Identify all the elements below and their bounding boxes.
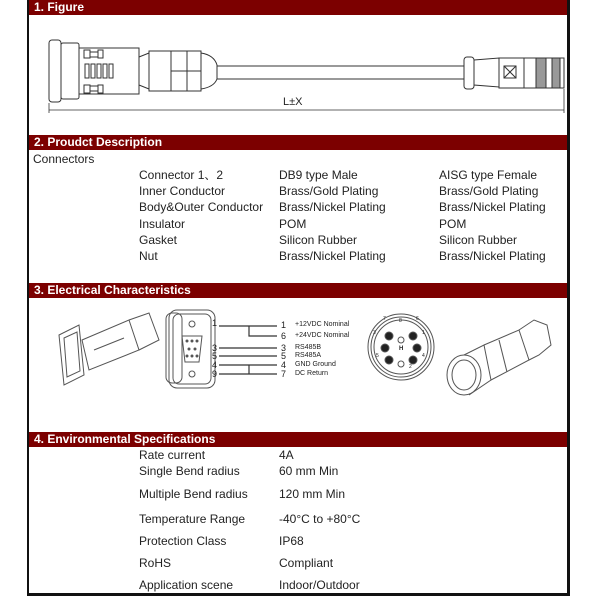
aisg-connector-illustration xyxy=(439,310,559,400)
desc-row-aisg: AISG type Female xyxy=(439,168,538,182)
wire-from-pin: 1 xyxy=(212,318,218,328)
env-row-value: Compliant xyxy=(279,556,334,570)
pin-label: 3 xyxy=(373,330,376,336)
desc-row-label: Body&Outer Conductor xyxy=(139,200,264,214)
desc-row-label: Connector 1、2 xyxy=(139,168,224,182)
desc-row-aisg: Brass/Nickel Plating xyxy=(439,249,546,263)
pin-label: 2 xyxy=(409,364,412,370)
wire-to-pin: 4 xyxy=(281,360,287,370)
wiring-diagram xyxy=(209,318,289,388)
wire-signal: +12VDC Nominal xyxy=(295,321,350,328)
section-header-description: 2. Proudct Description xyxy=(29,135,567,150)
desc-row-db9: Brass/Nickel Plating xyxy=(279,249,386,263)
wire-to-pin: 5 xyxy=(281,351,287,361)
wire-signal: RS485A xyxy=(295,352,322,359)
env-row-label: Single Bend radius xyxy=(139,464,240,478)
wire-signal: GND Ground xyxy=(295,361,336,368)
pin-label: 8 xyxy=(399,318,402,324)
env-row-value: Indoor/Outdoor xyxy=(279,578,360,592)
desc-row-label: Gasket xyxy=(139,233,178,247)
wire-signal: +24VDC Nominal xyxy=(295,332,350,339)
desc-row-db9: Brass/Nickel Plating xyxy=(279,200,386,214)
section-header-figure: 1. Figure xyxy=(29,0,567,15)
env-row-label: Rate current xyxy=(139,448,206,462)
wire-to-pin: 6 xyxy=(281,331,287,341)
desc-row-aisg: Brass/Nickel Plating xyxy=(439,200,546,214)
pin-label: 5 xyxy=(376,353,379,359)
desc-row-db9: Silicon Rubber xyxy=(279,233,358,247)
env-row-value: 4A xyxy=(279,448,294,462)
cable-drawing xyxy=(29,15,567,135)
pin-label: 7 xyxy=(383,316,386,322)
wire-to-pin: 3 xyxy=(281,343,287,353)
pin-label: 6 xyxy=(416,316,419,322)
section-header-electrical: 3. Electrical Characteristics xyxy=(29,283,567,298)
wire-signal: DC Return xyxy=(295,370,329,377)
env-row-value: IP68 xyxy=(279,534,304,548)
env-row-value: 120 mm Min xyxy=(279,487,346,501)
pin-label: 4 xyxy=(422,353,425,359)
wire-from-pin: 3 xyxy=(212,343,218,353)
desc-row-aisg: Brass/Gold Plating xyxy=(439,184,539,198)
desc-row-label: Insulator xyxy=(139,217,186,231)
env-row-value: -40°C to +80°C xyxy=(279,512,361,526)
connectors-label: Connectors xyxy=(33,152,95,166)
desc-row-aisg: POM xyxy=(439,217,467,231)
pin-label: H xyxy=(399,346,404,352)
wire-from-pin: 4 xyxy=(212,360,218,370)
desc-row-label: Nut xyxy=(139,249,158,263)
wire-from-pin: 5 xyxy=(212,351,218,361)
section-header-environmental: 4. Environmental Specifications xyxy=(29,432,567,447)
wire-to-pin: 1 xyxy=(281,320,287,330)
dimension-label: L±X xyxy=(283,96,303,108)
db9-connector-illustration xyxy=(54,305,184,395)
desc-row-label: Inner Conductor xyxy=(139,184,226,198)
env-row-label: Temperature Range xyxy=(139,512,246,526)
desc-row-db9: DB9 type Male xyxy=(279,168,358,182)
desc-row-db9: Brass/Gold Plating xyxy=(279,184,379,198)
env-row-label: Protection Class xyxy=(139,534,227,548)
env-row-label: Application scene xyxy=(139,578,234,592)
desc-row-db9: POM xyxy=(279,217,307,231)
wire-from-pin: 9 xyxy=(212,369,218,379)
env-row-label: RoHS xyxy=(139,556,172,570)
env-row-value: 60 mm Min xyxy=(279,464,339,478)
pin-label: 1 xyxy=(422,330,425,336)
desc-row-aisg: Silicon Rubber xyxy=(439,233,518,247)
env-row-label: Multiple Bend radius xyxy=(139,487,248,501)
wire-signal: RS485B xyxy=(295,344,322,351)
spec-sheet-frame xyxy=(27,0,570,596)
wire-to-pin: 7 xyxy=(281,369,287,379)
